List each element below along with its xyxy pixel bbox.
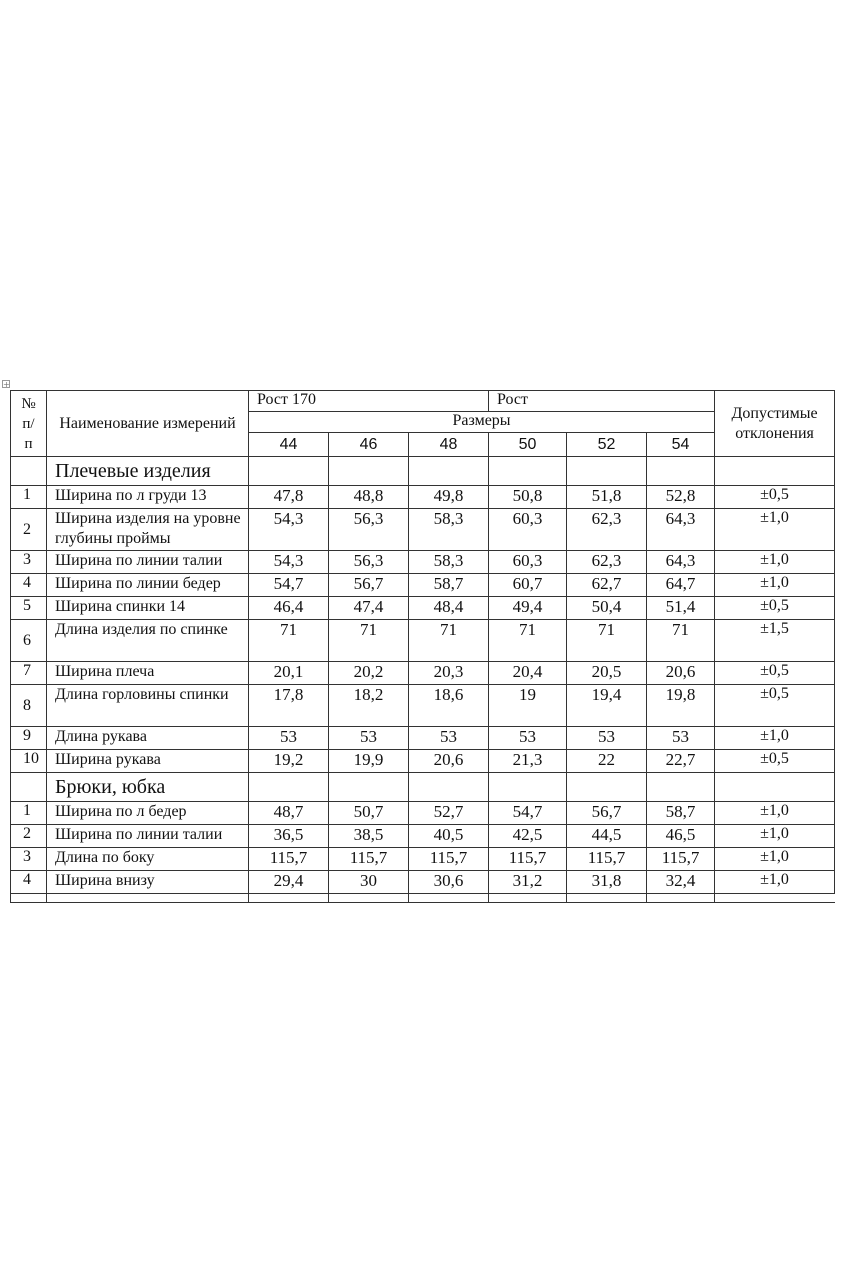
tolerance-value: ±1,0: [715, 727, 835, 750]
size-value: 42,5: [489, 825, 567, 848]
section-empty-cell: [489, 457, 567, 486]
measurement-name: Длина горловины спинки: [47, 685, 249, 727]
measurement-name: Ширина спинки 14: [47, 597, 249, 620]
section-empty-cell: [249, 457, 329, 486]
size-value: 54,7: [489, 802, 567, 825]
size-value: 58,7: [647, 802, 715, 825]
empty-cell: [11, 894, 47, 903]
size-value: 20,2: [329, 662, 409, 685]
tolerance-value: ±0,5: [715, 685, 835, 727]
size-value: 20,6: [409, 750, 489, 773]
size-value: 71: [647, 620, 715, 662]
empty-cell: [489, 894, 567, 903]
size-value: 115,7: [567, 848, 647, 871]
size-value: 71: [489, 620, 567, 662]
tolerance-value: ±1,0: [715, 802, 835, 825]
size-value: 29,4: [249, 871, 329, 894]
size-value: 20,5: [567, 662, 647, 685]
size-value: 19,2: [249, 750, 329, 773]
row-number: 10: [11, 750, 47, 773]
table-row: [11, 825, 835, 848]
size-value: 71: [409, 620, 489, 662]
tolerance-value: ±1,5: [715, 620, 835, 662]
size-value: 64,7: [647, 574, 715, 597]
size-value: 115,7: [647, 848, 715, 871]
measurement-name: Ширина по л груди 13: [47, 486, 249, 509]
section-empty-cell: [567, 457, 647, 486]
measurement-name: Ширина по линии талии: [47, 825, 249, 848]
section-empty-cell: [409, 457, 489, 486]
size-value: 47,4: [329, 597, 409, 620]
size-value: 30,6: [409, 871, 489, 894]
section-empty-cell: [409, 773, 489, 802]
section-empty-cell: [647, 773, 715, 802]
size-value: 30: [329, 871, 409, 894]
size-value: 20,1: [249, 662, 329, 685]
section-empty-cell: [567, 773, 647, 802]
size-value: 44,5: [567, 825, 647, 848]
row-number: 3: [11, 848, 47, 871]
measurement-name: Ширина изделия на уровне глубины проймы: [47, 509, 249, 551]
size-value: 21,3: [489, 750, 567, 773]
size-value: 115,7: [249, 848, 329, 871]
size-value: 51,8: [567, 486, 647, 509]
size-value: 71: [329, 620, 409, 662]
header-height-2: Рост: [489, 391, 715, 412]
section-empty-cell: [329, 457, 409, 486]
size-value: 19: [489, 685, 567, 727]
size-value: 62,7: [567, 574, 647, 597]
table-row: [11, 848, 835, 871]
size-value: 18,6: [409, 685, 489, 727]
table-row: [11, 509, 835, 551]
tolerance-value: ±0,5: [715, 486, 835, 509]
size-value: 20,3: [409, 662, 489, 685]
section-title: Плечевые изделия: [47, 457, 249, 486]
section-empty-cell: [715, 773, 835, 802]
table-row: [11, 620, 835, 662]
size-chart-table: [10, 390, 835, 903]
size-44: 44: [249, 433, 329, 457]
size-value: 56,3: [329, 509, 409, 551]
section-row: [11, 773, 835, 802]
size-value: 115,7: [409, 848, 489, 871]
table-row: [11, 727, 835, 750]
size-value: 52,7: [409, 802, 489, 825]
size-value: 22: [567, 750, 647, 773]
tolerance-value: ±1,0: [715, 871, 835, 894]
measurement-name: Ширина по линии бедер: [47, 574, 249, 597]
tolerance-value: ±1,0: [715, 509, 835, 551]
tolerance-value: ±0,5: [715, 597, 835, 620]
size-value: 53: [409, 727, 489, 750]
size-value: 53: [329, 727, 409, 750]
size-value: 50,7: [329, 802, 409, 825]
size-50: 50: [489, 433, 567, 457]
size-value: 19,4: [567, 685, 647, 727]
table-row: [11, 685, 835, 727]
measurement-name: Ширина внизу: [47, 871, 249, 894]
size-value: 47,8: [249, 486, 329, 509]
empty-cell: [409, 894, 489, 903]
header-number: № п/ п: [11, 391, 47, 457]
size-value: 60,3: [489, 551, 567, 574]
row-number: 4: [11, 871, 47, 894]
size-value: 48,7: [249, 802, 329, 825]
row-number: 8: [11, 685, 47, 727]
size-value: 49,4: [489, 597, 567, 620]
table-row: [11, 662, 835, 685]
size-value: 38,5: [329, 825, 409, 848]
measurement-name: Ширина рукава: [47, 750, 249, 773]
empty-cell: [329, 894, 409, 903]
size-value: 53: [489, 727, 567, 750]
size-value: 115,7: [489, 848, 567, 871]
section-empty-cell: [647, 457, 715, 486]
size-value: 64,3: [647, 509, 715, 551]
size-46: 46: [329, 433, 409, 457]
size-value: 58,3: [409, 551, 489, 574]
row-number: 3: [11, 551, 47, 574]
tolerance-value: ±1,0: [715, 574, 835, 597]
tolerance-value: ±1,0: [715, 825, 835, 848]
table-row: [11, 802, 835, 825]
tolerance-value: ±0,5: [715, 750, 835, 773]
size-value: 53: [647, 727, 715, 750]
section-number-cell: [11, 773, 47, 802]
section-number-cell: [11, 457, 47, 486]
size-value: 56,7: [567, 802, 647, 825]
measurement-name: Ширина плеча: [47, 662, 249, 685]
size-value: 60,7: [489, 574, 567, 597]
size-value: 40,5: [409, 825, 489, 848]
size-52: 52: [567, 433, 647, 457]
size-value: 31,2: [489, 871, 567, 894]
row-number: 1: [11, 802, 47, 825]
size-value: 53: [249, 727, 329, 750]
size-value: 62,3: [567, 551, 647, 574]
size-value: 46,5: [647, 825, 715, 848]
size-54: 54: [647, 433, 715, 457]
size-value: 58,3: [409, 509, 489, 551]
row-number: 4: [11, 574, 47, 597]
section-empty-cell: [715, 457, 835, 486]
row-number: 5: [11, 597, 47, 620]
size-value: 64,3: [647, 551, 715, 574]
header-sizes-label: Размеры: [249, 412, 715, 433]
measurement-name: Длина изделия по спинке: [47, 620, 249, 662]
table-row: [11, 574, 835, 597]
size-value: 54,3: [249, 551, 329, 574]
table-row: [11, 871, 835, 894]
section-empty-cell: [249, 773, 329, 802]
size-value: 60,3: [489, 509, 567, 551]
measurement-name: Ширина по л бедер: [47, 802, 249, 825]
size-value: 54,7: [249, 574, 329, 597]
row-number: 2: [11, 825, 47, 848]
size-value: 50,4: [567, 597, 647, 620]
size-value: 58,7: [409, 574, 489, 597]
header-height-1: Рост 170: [249, 391, 489, 412]
size-value: 56,7: [329, 574, 409, 597]
size-value: 48,8: [329, 486, 409, 509]
table-row: [11, 551, 835, 574]
row-number: 7: [11, 662, 47, 685]
table-row: [11, 750, 835, 773]
table-move-handle-icon[interactable]: +: [3, 380, 10, 389]
size-value: 56,3: [329, 551, 409, 574]
size-value: 62,3: [567, 509, 647, 551]
table-row: [11, 486, 835, 509]
empty-cell: [647, 894, 715, 903]
empty-cell: [47, 894, 249, 903]
header-tolerance: Допустимые отклонения: [715, 391, 835, 457]
tolerance-value: ±1,0: [715, 848, 835, 871]
measurement-name: Длина по боку: [47, 848, 249, 871]
row-number: 6: [11, 620, 47, 662]
measurement-name: Ширина по линии талии: [47, 551, 249, 574]
row-number: 1: [11, 486, 47, 509]
section-row: [11, 457, 835, 486]
size-value: 20,6: [647, 662, 715, 685]
size-value: 53: [567, 727, 647, 750]
section-empty-cell: [489, 773, 567, 802]
size-value: 52,8: [647, 486, 715, 509]
size-value: 32,4: [647, 871, 715, 894]
size-value: 19,8: [647, 685, 715, 727]
empty-cell: [715, 894, 835, 903]
size-value: 71: [249, 620, 329, 662]
measurement-name: Длина рукава: [47, 727, 249, 750]
size-48: 48: [409, 433, 489, 457]
size-value: 115,7: [329, 848, 409, 871]
section-title: Брюки, юбка: [47, 773, 249, 802]
size-value: 31,8: [567, 871, 647, 894]
size-value: 17,8: [249, 685, 329, 727]
table-row: [11, 597, 835, 620]
size-value: 20,4: [489, 662, 567, 685]
size-value: 71: [567, 620, 647, 662]
section-empty-cell: [329, 773, 409, 802]
header-measurement-name: Наименование измерений: [47, 391, 249, 457]
size-value: 50,8: [489, 486, 567, 509]
size-value: 46,4: [249, 597, 329, 620]
size-value: 22,7: [647, 750, 715, 773]
row-number: 2: [11, 509, 47, 551]
table-row-empty: [11, 894, 835, 903]
tolerance-value: ±1,0: [715, 551, 835, 574]
row-number: 9: [11, 727, 47, 750]
empty-cell: [249, 894, 329, 903]
empty-cell: [567, 894, 647, 903]
size-value: 36,5: [249, 825, 329, 848]
header-row-1: [11, 391, 835, 412]
size-value: 51,4: [647, 597, 715, 620]
size-value: 18,2: [329, 685, 409, 727]
size-value: 48,4: [409, 597, 489, 620]
size-value: 19,9: [329, 750, 409, 773]
size-value: 54,3: [249, 509, 329, 551]
size-value: 49,8: [409, 486, 489, 509]
tolerance-value: ±0,5: [715, 662, 835, 685]
